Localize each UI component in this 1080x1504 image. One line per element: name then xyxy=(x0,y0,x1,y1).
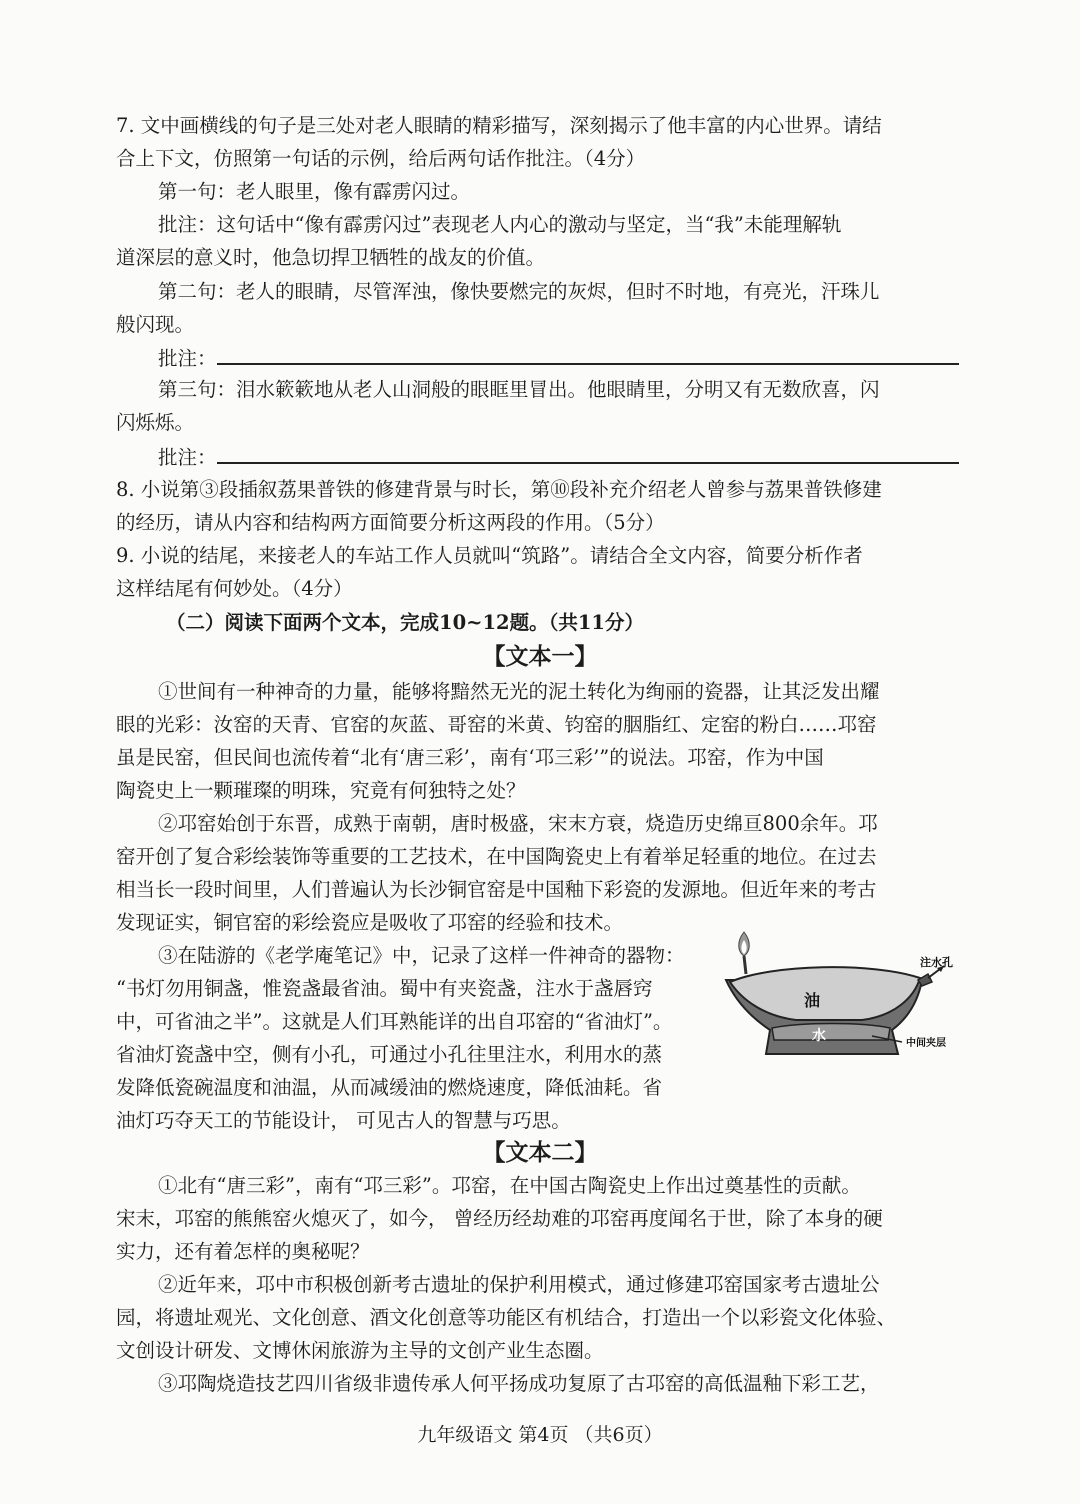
text-1-p2-d: 发现证实，铜官窑的彩绘瓷应是吸收了邛窑的经验和技术。 xyxy=(116,911,624,934)
text-2-p2-c: 文创设计研发、文博休闲旅游为主导的文创产业生态圈。 xyxy=(116,1339,604,1362)
text-2-p1-b: 宋末，邛窑的熊熊窑火熄灭了，如今， 曾经历经劫难的邛窑再度闻名于世，除了本身的硬 xyxy=(116,1207,883,1230)
q7-line-1: 7. 文中画横线的句子是三处对老人眼睛的精彩描写，深刻揭示了他丰富的内心世界。请结 xyxy=(116,114,882,137)
text-2-title: 【文本二】 xyxy=(482,1139,598,1166)
q9-line-1: 9. 小说的结尾，来接老人的车站工作人员就叫“筑路”。请结合全文内容，简要分析作者 xyxy=(116,544,863,567)
text-1-p3-f: 油灯巧夺天工的节能设计， 可见古人的智慧与巧思。 xyxy=(116,1109,571,1132)
text-1-p3-e: 发降低瓷碗温度和油温，从而减缓油的燃烧速度，降低油耗。省 xyxy=(116,1076,663,1099)
text-2-p1-a: ①北有“唐三彩”，南有“邛三彩”。邛窑，在中国古陶瓷史上作出过奠基性的贡献。 xyxy=(158,1174,861,1197)
q7-note-1-a: 批注：这句话中“像有霹雳闪过”表现老人内心的激动与坚定，当“我”未能理解轨 xyxy=(158,213,842,236)
text-1-p3-d: 省油灯瓷盏中空，侧有小孔，可通过小孔往里注水，利用水的蒸 xyxy=(116,1043,663,1066)
q8-line-2: 的经历，请从内容和结构两方面简要分析这两段的作用。（5分） xyxy=(116,511,665,534)
flame-icon xyxy=(739,932,750,974)
text-1-p3-b: “书灯勿用铜盏，惟瓷盏最省油。蜀中有夹瓷盏，注水于盏唇窍 xyxy=(116,977,653,1000)
oil-saving-lamp-figure xyxy=(722,922,980,1070)
text-1-p2-b: 窑开创了复合彩绘装饰等重要的工艺技术，在中国陶瓷史上有着举足轻重的地位。在过去 xyxy=(116,845,877,868)
text-2-p2-b: 园，将遗址观光、文化创意、酒文化创意等功能区有机结合，打造出一个以彩瓷文化体验、 xyxy=(116,1306,897,1329)
text-2-p1-c: 实力，还有着怎样的奥秘呢？ xyxy=(116,1240,370,1263)
q7-sentence-3-a: 第三句：泪水簌簌地从老人山洞般的眼眶里冒出。他眼睛里，分明又有无数欣喜，闪 xyxy=(158,378,880,401)
q7-sentence-3-b: 闪烁烁。 xyxy=(116,411,195,434)
text-1-p2-c: 相当长一段时间里，人们普遍认为长沙铜官窑是中国釉下彩瓷的发源地。但近年来的考古 xyxy=(116,878,877,901)
text-1-p1-d: 陶瓷史上一颗璀璨的明珠，究竟有何独特之处？ xyxy=(116,779,526,802)
q7-note-2-row xyxy=(158,341,976,375)
q7-note-3-row xyxy=(158,440,976,474)
q7-note-3-label: 批注： xyxy=(158,446,217,469)
q7-note-1-b: 道深层的意义时，他急切捍卫牺牲的战友的价值。 xyxy=(116,246,546,269)
text-2-p2-a: ②近年来，邛中市积极创新考古遗址的保护利用模式，通过修建邛窑国家考古遗址公 xyxy=(158,1273,880,1296)
text-1-p3-c: 中，可省油之半”。这就是人们耳熟能详的出自邛窑的“省油灯”。 xyxy=(116,1010,673,1033)
q7-sentence-2-b: 般闪现。 xyxy=(116,313,195,336)
text-1-p1-b: 眼的光彩：汝窑的天青、官窑的灰蓝、哥窑的米黄、钧窑的胭脂红、定窑的粉白……邛窑 xyxy=(116,713,877,736)
label-middle-layer: 中间夹层 xyxy=(906,1038,946,1049)
section-2-instruction: （二）阅读下面两个文本，完成10~12题。（共11分） xyxy=(166,611,644,634)
q7-sentence-2-a: 第二句：老人的眼睛，尽管浑浊，像快要燃完的灰烬，但时不时地，有亮光，汗珠儿 xyxy=(158,280,880,303)
q7-note-2-label: 批注： xyxy=(158,347,217,370)
text-1-p1-a: ①世间有一种神奇的力量，能够将黯然无光的泥土转化为绚丽的瓷器，让其泛发出耀 xyxy=(158,680,880,703)
text-1-title: 【文本一】 xyxy=(482,643,598,670)
page-footer: 九年级语文 第4页 （共6页） xyxy=(417,1424,663,1446)
q7-note-2-answer-line[interactable] xyxy=(217,341,959,365)
text-1-p2-a: ②邛窑始创于东晋，成熟于南朝，唐时极盛，宋末方衰，烧造历史绵亘800余年。邛 xyxy=(158,812,878,835)
text-1-p1-c: 虽是民窑，但民间也流传着“北有‘唐三彩’，南有‘邛三彩’”的说法。邛窑，作为中国 xyxy=(116,746,824,769)
label-oil: 油 xyxy=(804,991,821,1010)
q7-note-3-answer-line[interactable] xyxy=(217,440,959,464)
label-water: 水 xyxy=(812,1028,826,1044)
q9-line-2: 这样结尾有何妙处。（4分） xyxy=(116,577,353,600)
text-2-p3-a: ③邛陶烧造技艺四川省级非遗传承人何平扬成功复原了古邛窑的高低温釉下彩工艺， xyxy=(158,1372,880,1395)
q7-line-2: 合上下文，仿照第一句话的示例，给后两句话作批注。（4分） xyxy=(116,147,646,170)
q7-sentence-1: 第一句：老人眼里，像有霹雳闪过。 xyxy=(158,180,471,203)
q8-line-1: 8. 小说第③段插叙荔果普铁的修建背景与时长，第⑩段补充介绍老人曾参与荔果普铁修建 xyxy=(116,478,882,501)
text-1-p3-a: ③在陆游的《老学庵笔记》中，记录了这样一件神奇的器物： xyxy=(158,944,685,967)
label-water-hole: 注水孔 xyxy=(920,957,953,969)
